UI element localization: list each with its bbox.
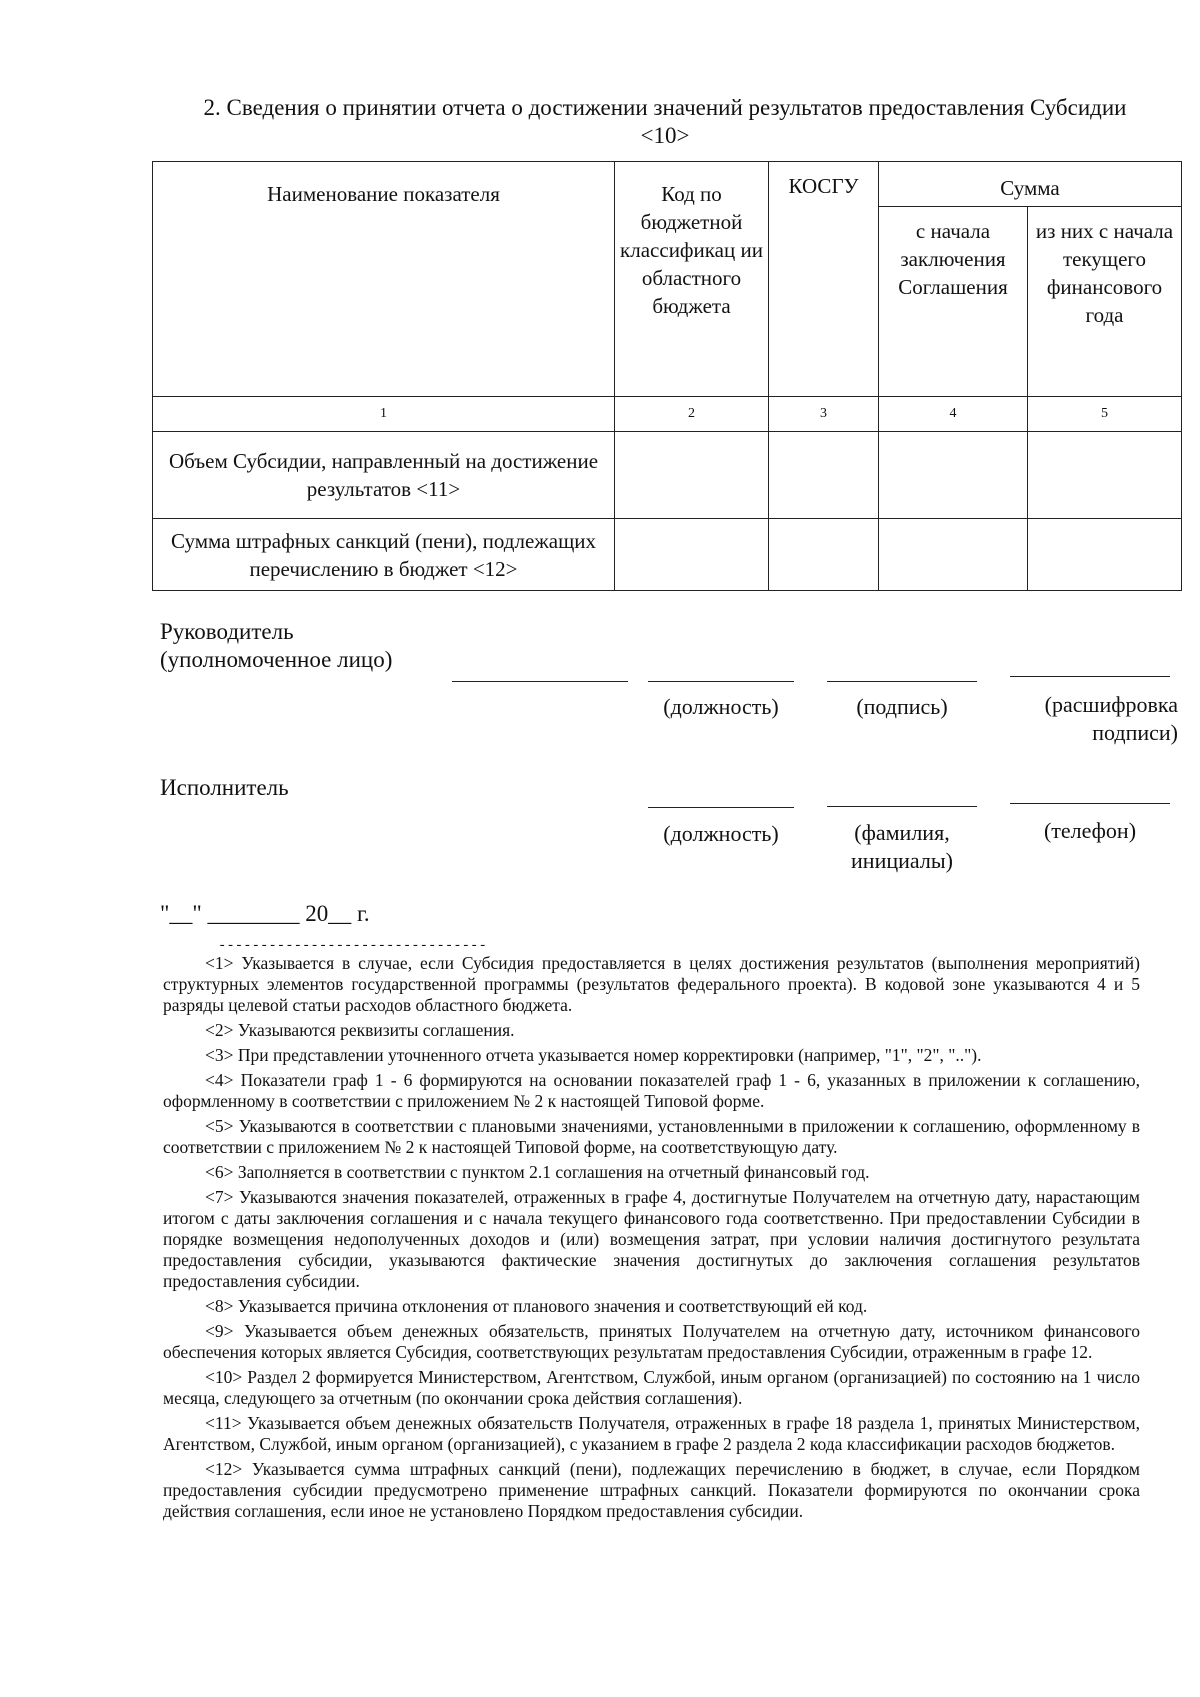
table-row (153, 519, 1182, 591)
exec-position-line (648, 807, 794, 808)
footnote: <8> Указывается причина отклонения от планового значения и соответствующий ей код. (205, 1296, 868, 1316)
row-code-cell (615, 432, 769, 519)
column-number: 2 (615, 397, 769, 432)
head-label-sub: (уполномоченное лицо) (160, 647, 393, 672)
section-title (150, 94, 1180, 150)
date-line: "__" ________ 20__ г. (160, 901, 370, 926)
head-signature-caption: (подпись) (856, 694, 948, 719)
exec-phone-caption: (телефон) (1043, 818, 1137, 843)
row-name: Сумма штрафных санкций (пени), подлежащих перечислению в бюджет <12> (153, 519, 615, 591)
footnote: <6> Заполняется в соответствии с пунктом 2.1 соглашения на отчетный финансовый год. (205, 1162, 870, 1182)
footnote: <7> Указываются значения показателей, отраженных в графе 4, достигнутые Получателем на отчетную дату, нарастающим итогом с даты заключения соглашения и с начала текущего финансового года соответственно. При предоставлении Субсидии в порядке возмещения недополученных доходов и (или) возмещения затрат, при условии наличия достигнутого результата предоставления субсидии, указываются фактические значения достигнутых до заключения соглашения результатов предоставления субсидии. (163, 1187, 1140, 1291)
footnote: <12> Указывается сумма штрафных санкций (пени), подлежащих перечислению в бюджет, в случае, если Порядком предоставления субсидии предусмотрено применение штрафных санкций. Показатели формируются по окончании срока действия соглашения, если иное не установлено Порядком предоставления субсидии. (163, 1459, 1140, 1521)
row-kosgu-cell (769, 432, 879, 519)
header-budget-code: Код по бюджетной классификац ии областного бюджета (615, 162, 769, 397)
header-sum: Сумма (879, 162, 1182, 207)
column-number: 3 (769, 397, 879, 432)
footnote: <11> Указывается объем денежных обязательств Получателя, отраженных в графе 18 раздела 1, принятых Министерством, Агентством, Службой, иным органом (организацией), с указанием в графе 2 раздела 2 кода классификации расходов бюджетов. (163, 1413, 1140, 1454)
row-sum-year-cell (1028, 432, 1182, 519)
head-position-line (648, 681, 794, 682)
footnote: <3> При представлении уточненного отчета указывается номер корректировки (например, "1", "2", ".."). (205, 1045, 982, 1065)
head-label: Руководитель (160, 619, 294, 644)
footnote: <9> Указывается объем денежных обязательств, принятых Получателем на отчетную дату, источником финансового обеспечения которых является Субсидия, соответствующих результатам предоставления Субсидии, отраженным в графе 12. (163, 1321, 1140, 1362)
row-kosgu-cell (769, 519, 879, 591)
footnote: <2> Указываются реквизиты соглашения. (205, 1020, 515, 1040)
column-number: 1 (153, 397, 615, 432)
footnote: <1> Указывается в случае, если Субсидия предоставляется в целях достижения результатов (выполнения мероприятий) структурных элементов государственной программы (результатов федерального проекта). В кодовой зоне указываются 4 и 5 разряды целевой статьи расходов областного бюджета. (163, 953, 1140, 1015)
exec-name-line (827, 806, 977, 807)
exec-phone-line (1010, 803, 1170, 804)
head-position-caption: (должность) (663, 694, 779, 719)
column-number-row (153, 397, 1182, 432)
header-sum-year: из них с начала текущего финансового года (1028, 207, 1182, 397)
column-number: 5 (1028, 397, 1182, 432)
row-name: Объем Субсидии, направленный на достижение результатов <11> (153, 432, 615, 519)
footnote: <4> Показатели граф 1 - 6 формируются на основании показателей граф 1 - 6, указанных в приложении к соглашению, оформленному в соответствии с приложением № 2 к настоящей Типовой форме. (163, 1070, 1140, 1111)
header-indicator-name: Наименование показателя (153, 162, 615, 397)
exec-name-caption: (фамилия, инициалы) (851, 820, 953, 873)
head-decoding-caption: (расшифровка подписи) (1044, 692, 1178, 745)
footnote-separator: -------------------------------- (218, 938, 487, 954)
row-sum-start-cell (879, 519, 1028, 591)
report-table (152, 161, 1182, 591)
header-kosgu: КОСГУ (769, 162, 879, 397)
row-sum-start-cell (879, 432, 1028, 519)
footnote: <10> Раздел 2 формируется Министерством, Агентством, Службой, иным органом (организацией) по состоянию на 1 число месяца, следующего за отчетным (по окончании срока действия соглашения). (163, 1367, 1140, 1408)
column-number: 4 (879, 397, 1028, 432)
table-row (153, 432, 1182, 519)
exec-position-caption: (должность) (663, 821, 779, 846)
executor-label: Исполнитель (160, 775, 289, 800)
footnotes (163, 953, 1140, 1526)
row-sum-year-cell (1028, 519, 1182, 591)
footnote: <5> Указываются в соответствии с плановыми значениями, установленными в приложении к соглашению, оформленному в соответствии с приложением № 2 к настоящей Типовой форме, на соответствующую дату. (163, 1116, 1140, 1157)
head-decoding-line (1010, 676, 1170, 677)
header-sum-start: с начала заключения Соглашения (879, 207, 1028, 397)
row-code-cell (615, 519, 769, 591)
section-title-line2: <10> (640, 123, 690, 148)
head-blank-line (452, 681, 628, 682)
section-title-line1: 2. Сведения о принятии отчета о достижении значений результатов предоставления Субсидии (203, 95, 1127, 120)
head-signature-line (827, 681, 977, 682)
